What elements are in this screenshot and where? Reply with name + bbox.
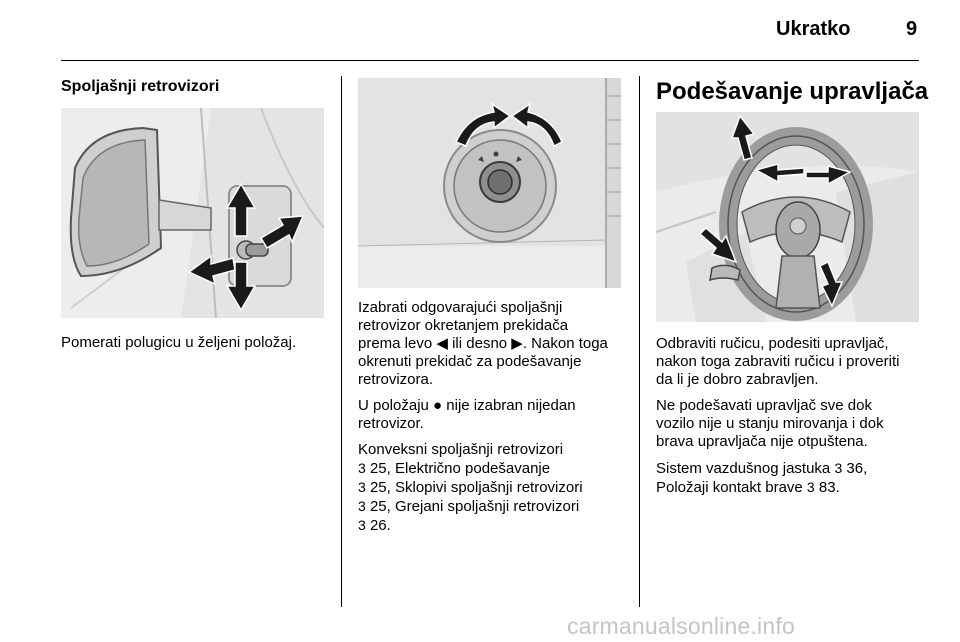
text-run: 25, Grejani spoljašnji retrovizori [365,498,580,515]
mirror-switch-illustration [358,78,621,288]
filled-circle-icon: ● [433,397,443,414]
page-reference-icon: 3 [358,479,366,495]
mirror-lever-caption: Pomerati polugicu u željeni položaj. [61,334,297,351]
references-paragraph [358,441,633,535]
text-run: 83. [814,479,840,496]
text-run: Sistem vazdušnog jastuka [656,460,835,477]
text-run: U položaju [358,397,434,414]
steering-references-paragraph [656,459,931,497]
page-reference-icon: 3 [806,479,815,495]
neutral-position-paragraph [358,397,633,433]
column-divider-1 [341,76,342,607]
watermark: carmanualsonline.info [567,613,795,639]
header-divider [61,60,919,61]
heading-exterior-mirrors: Spoljašnji retrovizori [61,78,220,95]
left-triangle-icon: ◀ [436,335,448,352]
page-reference-icon: 3 [834,460,843,476]
column-divider-2 [639,76,640,607]
page-reference-icon: 3 [358,460,366,476]
heading-steering-adjustment: Podešavanje upravljača [656,78,929,105]
page-section-title: Ukratko [776,18,851,40]
text-run: 25, Električno podešavanje [365,460,551,477]
text-run: Izabrati odgovarajući spoljašnji retrovizor okretanjem prekidača prema levo [358,299,569,352]
text-run: ili desno [447,335,512,352]
mirror-switch-paragraph [358,299,633,389]
steering-warning-paragraph: Ne podešavati upravljač sve dok vozilo nije u stanju mirovanja i dok brava upravljača nije otpuštena. [656,397,884,450]
text-run: 26. [365,517,391,534]
right-triangle-icon: ▶ [511,335,523,352]
steering-adjust-paragraph: Odbraviti ručicu, podesiti upravljač, nakon toga zabraviti ručicu i proveriti da li je dobro zabravljen. [656,335,900,388]
page-reference-icon: 3 [358,517,366,533]
mirror-lever-illustration [61,108,324,318]
text-run: nije izabran nijedan retrovizor. [358,397,576,432]
page-reference-icon: 3 [358,498,366,514]
text-run: . Nakon toga okrenuti prekidač za podešavanje retrovizora. [358,335,608,388]
text-run: 25, Sklopivi spoljašnji retrovizori [365,479,583,496]
steering-wheel-illustration [656,112,919,322]
text-run: 36, Položaji kontakt brave [656,460,868,496]
page-number: 9 [906,18,918,40]
text-run: Konveksni spoljašnji retrovizori [358,441,564,458]
